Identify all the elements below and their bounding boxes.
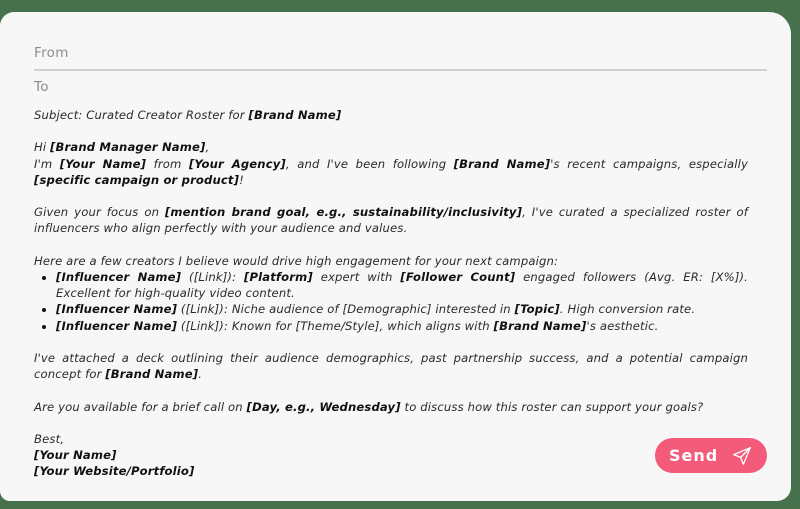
- from-field[interactable]: [34, 45, 69, 61]
- creator-list-item: [Influencer Name] ([Link]): Niche audience of [Demographic] interested in [Topic]. High conversion rate.: [34, 301, 748, 317]
- email-compose-card: [0, 12, 791, 501]
- paper-plane-icon: [731, 445, 753, 467]
- to-field[interactable]: [34, 79, 49, 95]
- call-paragraph: Are you available for a brief call on [Day, e.g., Wednesday] to discuss how this roster can support your goals?: [34, 399, 704, 414]
- signoff-closing: Best,: [34, 431, 65, 446]
- day-placeholder: [Day, e.g., Wednesday]: [246, 399, 401, 414]
- subject-line: Subject: Curated Creator Roster for [Brand Name]: [34, 108, 342, 122]
- focus-paragraph: Given your focus on [mention brand goal, e.g., sustainability/inclusivity], I've curated a specialized roster of influencers who align perfectly with your audience and values.: [34, 205, 748, 236]
- goal-placeholder: [mention brand goal, e.g., sustainability/inclusivity]: [164, 205, 523, 220]
- send-button[interactable]: [655, 438, 767, 473]
- creator-list-item: [Influencer Name] ([Link]): [Platform] expert with [Follower Count] engaged followers (Avg. ER: [X%]). Excellent for high-quality video content.: [34, 269, 748, 301]
- signature-website: [Your Website/Portfolio]: [34, 464, 195, 479]
- from-label: From: [34, 45, 69, 61]
- agency-placeholder: [Your Agency]: [188, 156, 286, 171]
- creators-intro: Here are a few creators I believe would drive high engagement for your next campaign:: [34, 253, 559, 268]
- your-name-placeholder: [Your Name]: [59, 156, 147, 171]
- intro-paragraph: I'm [Your Name] from [Your Agency], and I've been following [Brand Name]'s recent campaigns, especially [specific campaign or product]!: [34, 156, 749, 187]
- signature: [34, 431, 748, 480]
- send-label: Send: [669, 446, 719, 465]
- email-body[interactable]: [34, 107, 748, 480]
- greeting-line: Hi [Brand Manager Name],: [34, 140, 210, 155]
- brand-placeholder: [Brand Name]: [453, 156, 551, 171]
- creator-list-item: [Influencer Name] ([Link]): Known for [Theme/Style], which aligns with [Brand Name]'s aesthetic.: [34, 318, 748, 334]
- signature-name: [Your Name]: [34, 448, 117, 463]
- to-label: To: [34, 79, 49, 95]
- from-divider: [34, 69, 767, 71]
- attachment-paragraph: I've attached a deck outlining their audience demographics, past partnership success, and a potential campaign concept for [Brand Name].: [34, 350, 748, 382]
- manager-placeholder: [Brand Manager Name]: [50, 140, 206, 155]
- subject-brand-placeholder: [Brand Name]: [248, 108, 342, 122]
- creator-list: [34, 269, 748, 334]
- campaign-placeholder: [specific campaign or product]: [34, 172, 240, 187]
